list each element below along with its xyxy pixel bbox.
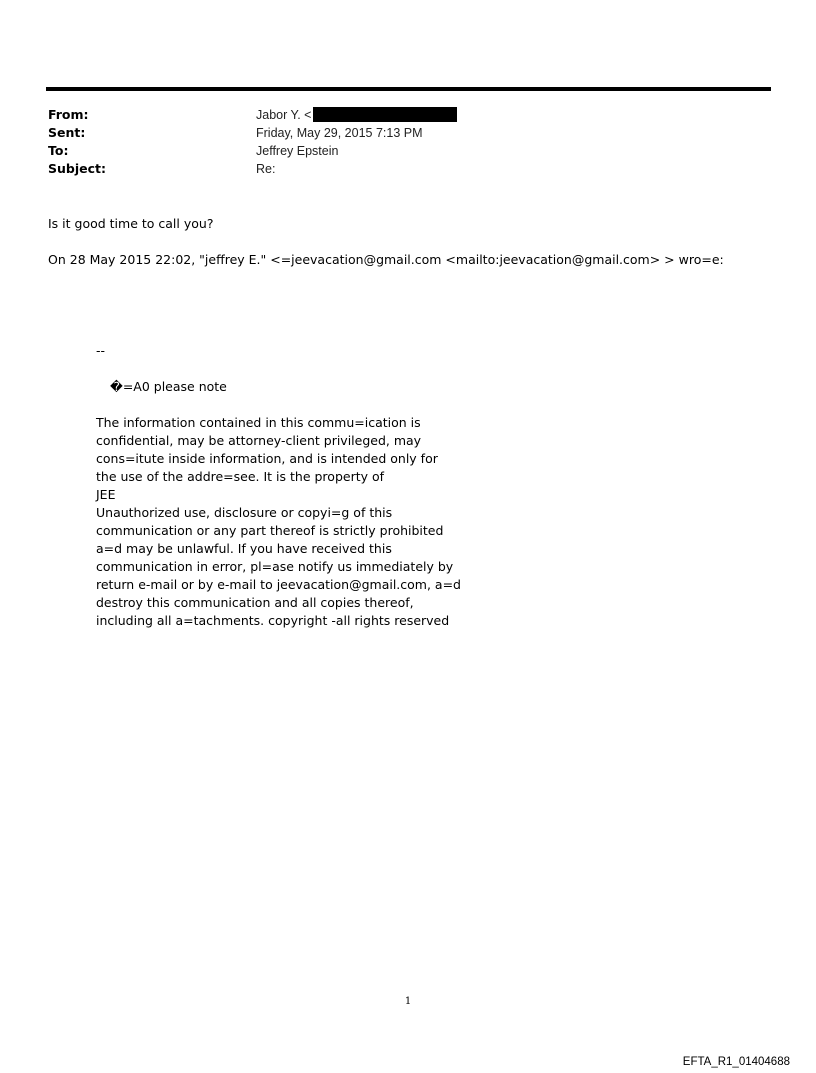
from-label: From:	[48, 107, 89, 122]
subject-value: Re:	[256, 162, 276, 176]
signature-separator: --	[96, 343, 106, 358]
from-value	[256, 106, 457, 124]
quote-header: On 28 May 2015 22:02, "jeffrey E." <=jeevacation@gmail.com <mailto:jeevacation@gmail.com> > wro=e:	[48, 252, 724, 267]
confidentiality-disclaimer	[96, 414, 516, 630]
disclaimer-line: return e-mail or by e-mail to jeevacation@gmail.com, a=d	[96, 577, 461, 592]
page-number: 1	[404, 996, 412, 1007]
sent-label: Sent:	[48, 125, 86, 140]
redaction-block	[313, 107, 457, 122]
disclaimer-line: the use of the addre=see. It is the property of	[96, 469, 385, 484]
disclaimer-line: cons=itute inside information, and is intended only for	[96, 451, 438, 466]
disclaimer-line: Unauthorized use, disclosure or copyi=g of this	[96, 505, 393, 520]
disclaimer-line: communication or any part thereof is strictly prohibited	[96, 523, 444, 538]
disclaimer-line: destroy this communication and all copies thereof,	[96, 595, 414, 610]
from-name: Jabor Y. <	[256, 108, 312, 122]
subject-label: Subject:	[48, 161, 106, 176]
to-label: To:	[48, 143, 69, 158]
sent-value: Friday, May 29, 2015 7:13 PM	[256, 126, 423, 140]
disclaimer-line: a=d may be unlawful. If you have received this	[96, 541, 392, 556]
top-divider	[46, 87, 771, 91]
message-line: Is it good time to call you?	[48, 216, 214, 231]
to-value: Jeffrey Epstein	[256, 144, 339, 158]
disclaimer-line: including all a=tachments. copyright -all rights reserved	[96, 613, 450, 628]
disclaimer-line: The information contained in this commu=ication is	[96, 415, 421, 430]
document-id: EFTA_R1_01404688	[682, 1056, 790, 1068]
please-note: �=A0 please note	[110, 379, 227, 394]
disclaimer-line: confidential, may be attorney-client privileged, may	[96, 433, 422, 448]
disclaimer-line: communication in error, pl=ase notify us immediately by	[96, 559, 454, 574]
disclaimer-line: JEE	[96, 487, 116, 502]
